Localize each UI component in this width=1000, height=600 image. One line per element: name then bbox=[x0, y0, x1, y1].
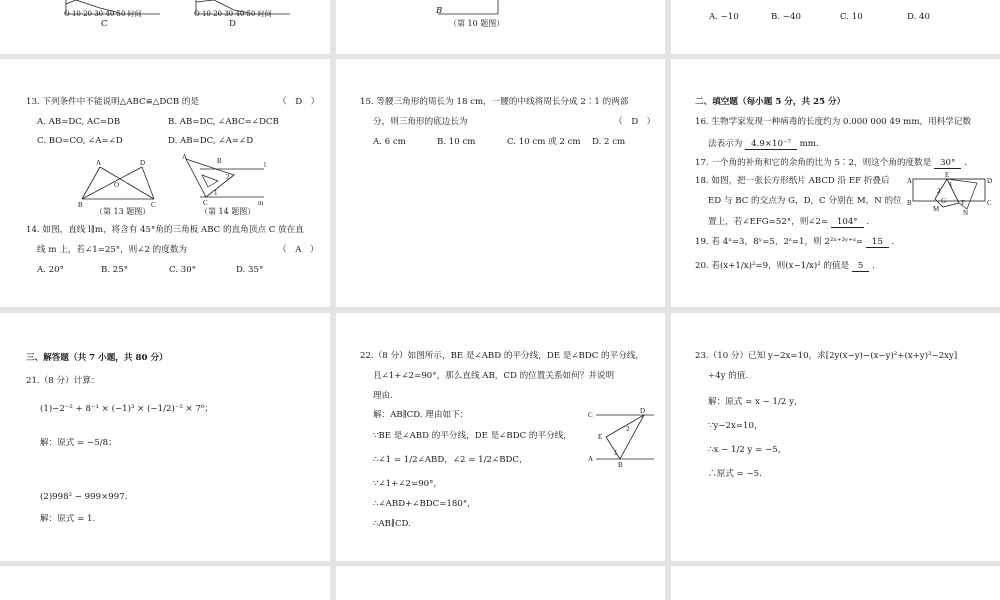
card-q15 bbox=[336, 59, 665, 307]
q14-option-d: D. 35° bbox=[236, 265, 264, 275]
q12-option-c: C. 10 bbox=[840, 12, 863, 22]
q21-title: 21.（8 分）计算： bbox=[26, 376, 100, 386]
q21-part1: (1)−2⁻² + 8⁻¹ × (−1)³ × (−1/2)⁻² × 7⁰； bbox=[40, 404, 213, 414]
q14-option-a: A. 20° bbox=[37, 265, 64, 275]
svg-text:1: 1 bbox=[949, 181, 953, 189]
svg-text:C: C bbox=[203, 199, 208, 207]
q18-figure bbox=[907, 173, 993, 217]
q22-step-5: ∴∠ABD+∠BDC=180°， bbox=[373, 499, 476, 509]
q16-line1: 16. 生物学家发现一种病毒的长度约为 0.000 000 49 mm，用科学记数 bbox=[695, 117, 972, 127]
q20-line: 20. 若(x+1/x)²=9，则(x−1/x)² 的值是 5 . bbox=[695, 261, 875, 271]
svg-text:D: D bbox=[140, 159, 146, 167]
q23-step-1: 解：原式 = x − 1/2 y， bbox=[708, 397, 803, 407]
q13-option-c: C. BO=CO, ∠A=∠D bbox=[37, 136, 123, 146]
svg-text:N: N bbox=[963, 209, 969, 217]
svg-text:C: C bbox=[588, 411, 593, 419]
q10-b-label: B bbox=[436, 6, 443, 16]
q15-option-b: B. 10 cm bbox=[437, 137, 476, 147]
q22-step-1: 解：AB∥CD. 理由如下： bbox=[373, 410, 469, 420]
q12-option-a: A. −10 bbox=[709, 12, 739, 22]
q22-line2: 且∠1+∠2=90°，那么直线 AB，CD 的位置关系如何？并说明 bbox=[373, 371, 615, 381]
q14-figure-caption: （第 14 题图） bbox=[200, 207, 256, 216]
card-bottom-middle bbox=[336, 566, 665, 600]
q13-option-a: A. AB=DC, AC=DB bbox=[37, 117, 121, 127]
q19-answer: 15 bbox=[866, 237, 889, 248]
q10-caption: （第 10 题图） bbox=[449, 19, 505, 28]
svg-text:2: 2 bbox=[626, 425, 630, 433]
svg-text:C: C bbox=[151, 201, 156, 209]
q20-answer: 5 bbox=[852, 261, 869, 272]
svg-text:B: B bbox=[907, 199, 912, 207]
q16-answer: 4.9×10⁻⁷ bbox=[745, 139, 797, 150]
card-top-right bbox=[671, 0, 1000, 54]
svg-text:l: l bbox=[264, 161, 266, 169]
q22-step-4: ∵∠1+∠2=90°， bbox=[373, 479, 443, 489]
q15-option-a: A. 6 cm bbox=[373, 137, 406, 147]
card-fill-in bbox=[671, 59, 1000, 307]
q13-answer: （ D ） bbox=[278, 97, 320, 107]
svg-text:F: F bbox=[961, 199, 965, 207]
graph-c-letter: C bbox=[101, 19, 108, 29]
svg-text:M: M bbox=[933, 205, 940, 213]
q15-line1: 15. 等腰三角形的周长为 18 cm，一腰的中线将周长分成 2∶1 的两部 bbox=[360, 97, 629, 107]
card-top-left bbox=[0, 0, 330, 54]
q22-step-2: ∵BE 是∠ABD 的平分线，DE 是∠BDC 的平分线， bbox=[373, 431, 572, 441]
q23-line1: 23.（10 分）已知 y−2x=10，求[2y(x−y)−(x−y)²+(x+y)²−2xy] bbox=[695, 351, 958, 361]
q14-answer: （ A ） bbox=[278, 245, 319, 255]
fill-heading: 二、填空题（每小题 5 分，共 25 分） bbox=[695, 97, 846, 107]
q18-line3: 置上，若∠EFG=52°，则∠2= 104° . bbox=[708, 217, 870, 227]
card-q13-q14 bbox=[0, 59, 330, 307]
q14-line2: 线 m 上，若∠1=25°，则∠2 的度数为 bbox=[37, 245, 188, 255]
q14-option-c: C. 30° bbox=[169, 265, 196, 275]
svg-text:O: O bbox=[114, 181, 120, 189]
card-q21 bbox=[0, 313, 330, 561]
q21-solution1: 解：原式 = −5/8； bbox=[40, 438, 117, 448]
q21-solution2: 解：原式 = 1. bbox=[40, 514, 96, 524]
svg-text:B: B bbox=[618, 461, 623, 469]
graph-c-axis: O 10 20 30 40 50 时间 bbox=[64, 10, 142, 18]
svg-text:m: m bbox=[258, 199, 264, 207]
q15-line2: 分，则三角形的底边长为 bbox=[373, 117, 468, 127]
graph-d-axis: O 10 20 30 40 50 时间 bbox=[194, 10, 272, 18]
q23-step-3: ∴x − 1/2 y = −5， bbox=[708, 445, 787, 455]
svg-text:B: B bbox=[78, 201, 83, 209]
svg-text:A: A bbox=[96, 159, 102, 167]
svg-text:C: C bbox=[987, 199, 992, 207]
svg-text:A: A bbox=[907, 177, 913, 185]
svg-text:2: 2 bbox=[937, 187, 941, 195]
svg-text:1: 1 bbox=[214, 189, 218, 197]
q14-line1: 14. 如图，直线 l∥m，将含有 45°角的三角板 ABC 的直角顶点 C 放在直 bbox=[26, 225, 304, 235]
card-q22 bbox=[336, 313, 665, 561]
svg-text:A: A bbox=[182, 153, 188, 161]
q13-figure-caption: （第 13 题图） bbox=[95, 207, 151, 216]
q18-answer: 104° bbox=[831, 217, 864, 228]
q21-part2: (2)998² − 999×997. bbox=[40, 492, 128, 502]
q22-line3: 理由. bbox=[373, 391, 393, 401]
graph-d-letter: D bbox=[229, 19, 236, 29]
svg-text:A: A bbox=[588, 455, 594, 463]
svg-text:D: D bbox=[987, 177, 993, 185]
q16-line2: 法表示为 4.9×10⁻⁷ mm. bbox=[708, 139, 819, 149]
q13-option-d: D. AB=DC, ∠A=∠D bbox=[168, 136, 254, 146]
svg-text:2: 2 bbox=[226, 173, 230, 181]
q13-stem: 13. 下列条件中不能说明△ABC≌△DCB 的是 bbox=[26, 97, 200, 107]
q14-option-b: B. 25° bbox=[101, 265, 129, 275]
q15-option-c: C. 10 cm 或 2 cm bbox=[507, 137, 581, 147]
q18-line1: 18. 如图，把一张长方形纸片 ABCD 沿 EF 折叠后 bbox=[695, 176, 890, 186]
card-q23 bbox=[671, 313, 1000, 561]
q10-figure bbox=[436, 0, 506, 20]
q23-line2: ÷4y 的值. bbox=[708, 371, 749, 381]
q22-figure bbox=[588, 407, 658, 469]
q17-line: 17. 一个角的补角和它的余角的比为 5∶2，则这个角的度数是 30° . bbox=[695, 158, 967, 168]
q15-option-d: D. 2 cm bbox=[592, 137, 626, 147]
q13-figure bbox=[78, 157, 168, 209]
q15-answer: （ D ） bbox=[614, 117, 656, 127]
svg-text:D: D bbox=[640, 407, 646, 415]
svg-text:1: 1 bbox=[614, 449, 618, 457]
svg-text:E: E bbox=[945, 171, 950, 179]
q22-step-3: ∴∠1 = 1/2∠ABD，∠2 = 1/2∠BDC， bbox=[373, 455, 528, 465]
q19-line: 19. 若 4ˣ=3，8ʸ=5，2ᶻ=1，则 2²ˣ⁺³ʸ⁺ᶻ= 15 . bbox=[695, 237, 895, 247]
q17-answer: 30° bbox=[934, 158, 961, 169]
svg-text:G: G bbox=[941, 197, 947, 205]
q12-option-d: D. 40 bbox=[907, 12, 930, 22]
q13-option-b: B. AB=DC, ∠ABC=∠DCB bbox=[168, 117, 279, 127]
card-top-middle bbox=[336, 0, 665, 54]
q14-figure bbox=[180, 155, 270, 209]
q23-step-4: ∴原式 = −5. bbox=[708, 469, 762, 479]
solve-heading: 三、解答题（共 7 小题，共 80 分） bbox=[26, 353, 168, 363]
q12-option-b: B. −40 bbox=[771, 12, 801, 22]
svg-text:B: B bbox=[217, 157, 222, 165]
card-bottom-left bbox=[0, 566, 330, 600]
q18-line2: ED 与 BC 的交点为 G，D，C 分别在 M，N 的位 bbox=[708, 196, 902, 206]
q22-line1: 22.（8 分）如图所示，BE 是∠ABD 的平分线，DE 是∠BDC 的平分线， bbox=[360, 351, 645, 361]
svg-text:E: E bbox=[598, 433, 603, 441]
card-bottom-right bbox=[671, 566, 1000, 600]
q23-step-2: ∵y−2x=10， bbox=[708, 421, 763, 431]
q22-step-6: ∴AB∥CD. bbox=[373, 519, 411, 529]
